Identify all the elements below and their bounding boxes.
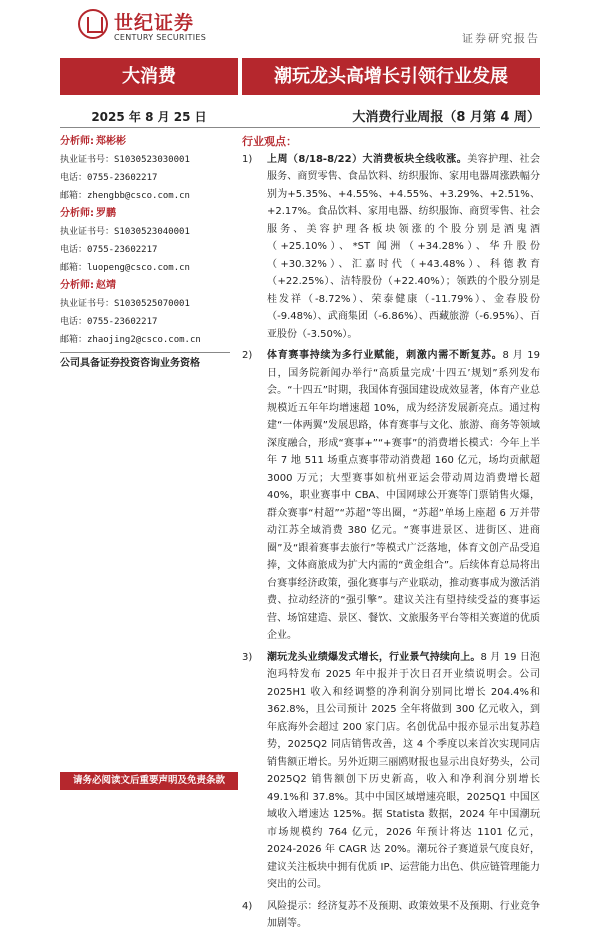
view-item: [242, 898, 540, 933]
view-item: [242, 649, 540, 894]
qualification-note: 公司具备证券投资咨询业务资格: [60, 358, 200, 369]
analyst-label: 分析师:: [60, 136, 94, 147]
analyst-name: 罗鹏: [96, 208, 116, 219]
analyst-license: 执业证书号：S1030525070001: [60, 299, 190, 309]
doc-type: 证券研究报告: [462, 32, 540, 45]
analyst-label: 分析师:: [60, 280, 94, 291]
item-body: 美容护理、社会服务、商贸零售、食品饮料、纺织服饰、家用电器周涨跌幅分别为+5.35%、+4.55%、+4.55%、+3.29%、+2.51%、+2.17%。食品饮料、家用电器、纺织服饰、商贸零售、社会服务、美容护理各板块领涨的个股分别是酒鬼酒（+25.10%）、*ST 闻洲（+34.28%）、华升股份（+30.32%）、汇嘉时代（+43.48%）、科德教育（+22.25%）、洁特股份（+22.40%）；领跌的个股分别是桂发祥（-8.72%）、荣泰健康（-11.79%）、金春股份（-9.48%）、武商集团（-6.86%）、西藏旅游（-6.95%）、百亚股份（-3.50%）。: [267, 153, 541, 340]
item-lead: 体育赛事持续为多行业赋能，刺激内需不断复苏。: [267, 350, 503, 361]
analyst-block: [60, 205, 230, 277]
analyst-email[interactable]: 邮箱：luopeng@csco.com.cn: [60, 263, 190, 273]
category-banner: 大消费: [60, 58, 238, 95]
item-number: 2): [242, 350, 253, 361]
analyst-phone: 电话：0755-23602217: [60, 173, 158, 183]
divider: [60, 127, 540, 128]
analyst-panel: [60, 133, 230, 373]
analyst-license: 执业证书号：S1030523040001: [60, 227, 190, 237]
logo-cn: 世纪证券: [114, 12, 195, 34]
section-title: 行业观点：: [242, 135, 297, 148]
analyst-block: [60, 277, 230, 349]
analyst-phone: 电话：0755-23602217: [60, 245, 158, 255]
item-body: 8 月 19 日泡泡玛特发布 2025 年中报并于次日召开业绩说明会。公司 2025H1 收入和经调整的净利润分别同比增长 204.4%和 362.8%，且公司预计 2025 全年将做到 300 亿元收入，到年底海外会超过 200 家门店。名创优品中报亦显示出复苏趋势，2025Q2 同店销售改善，这 4 个季度以来首次实现同店销售额正增长。另外近期三丽鸥财报也显示出良好势头，公司 2025Q2 销售额创下历史新高，收入和净利润分别增长 49.1%和 37.8%。其中中国区域增速亮眼，2025Q1 中国区域收入增速达 125%。据 Statista 数据，2024 年中国潮玩市场规模约 764 亿元，2026 年预计将达 1101 亿元，2024-2026 年 CAGR 达 20%。潮玩谷子赛道景气度良好，建议关注板块中拥有优质 IP、运营能力出色、供应链管理能力突出的公司。: [267, 651, 541, 890]
analyst-phone: 电话：0755-23602217: [60, 317, 158, 327]
industry-views: [242, 133, 540, 937]
analyst-label: 分析师:: [60, 208, 94, 219]
analyst-email[interactable]: 邮箱：zhaojing2@csco.com.cn: [60, 335, 201, 345]
divider: [60, 352, 230, 353]
analyst-license: 执业证书号：S1030523030001: [60, 155, 190, 165]
view-item: [242, 151, 540, 344]
report-date: 2025 年 8 月 25 日: [91, 110, 207, 124]
analyst-name: 赵靖: [96, 280, 116, 291]
item-number: 1): [242, 153, 253, 165]
item-number: 4): [242, 900, 253, 912]
analyst-block: [60, 133, 230, 205]
logo-en: CENTURY SECURITIES: [114, 33, 207, 42]
item-number: 3): [242, 651, 253, 663]
view-item: [242, 347, 540, 645]
analyst-email[interactable]: 邮箱：zhengbb@csco.com.cn: [60, 191, 190, 201]
report-subtitle: 大消费行业周报（8 月第 4 周）: [352, 110, 540, 125]
item-lead: 上周（8/18-8/22）大消费板块全线收涨。: [267, 153, 468, 165]
item-lead: 潮玩龙头业绩爆发式增长，行业景气持续向上。: [267, 651, 481, 663]
logo-icon: [78, 9, 108, 39]
item-body: 8 月 19 日，国务院新闻办举行“高质量完成‘十四五’规划”系列发布会。“十四五”时期，我国体育强国建设成效显著，体育产业总规模近五年年均增速超 10%，成为经济发展新亮点。通过构建“一体两翼”发展思路，体育赛事与文化、旅游、商务等领域深度融合，形成“赛事+”“+赛事”的消费增长模式：今年上半年 7 地 511 场重点赛事带动消费超 160 亿元，场均贡献超 3000 万元；大型赛事如杭州亚运会带动周边消费增长超 40%，职业赛事中 CBA、中国网球公开赛等门票销售火爆，群众赛事“村超”“苏超”等出圈，“苏超”单场上座超 6 万并带动江苏全域消费 380 亿元。“赛事进景区、进街区、进商圈”及“跟着赛事去旅行”等模式广泛落地，体育文创产品受追捧，文体商旅成为扩大内需的“黄金组合”。后续体育总局将出台赛事经济政策，强化赛事与产业联动，推动赛事成为激活消费、拉动经济的“强引擎”。建议关注有望持续受益的赛事运营、场馆建造、景区、餐饮、文旅服务平台等相关赛道的优质企业。: [267, 350, 541, 641]
title-banner: 潮玩龙头高增长引领行业发展: [242, 58, 540, 95]
item-body: 风险提示：经济复苏不及预期、政策效果不及预期、行业竞争加剧等。: [267, 900, 540, 929]
disclaimer-footer: 请务必阅读文后重要声明及免责条款: [60, 772, 238, 790]
analyst-name: 郑彬彬: [96, 136, 126, 147]
